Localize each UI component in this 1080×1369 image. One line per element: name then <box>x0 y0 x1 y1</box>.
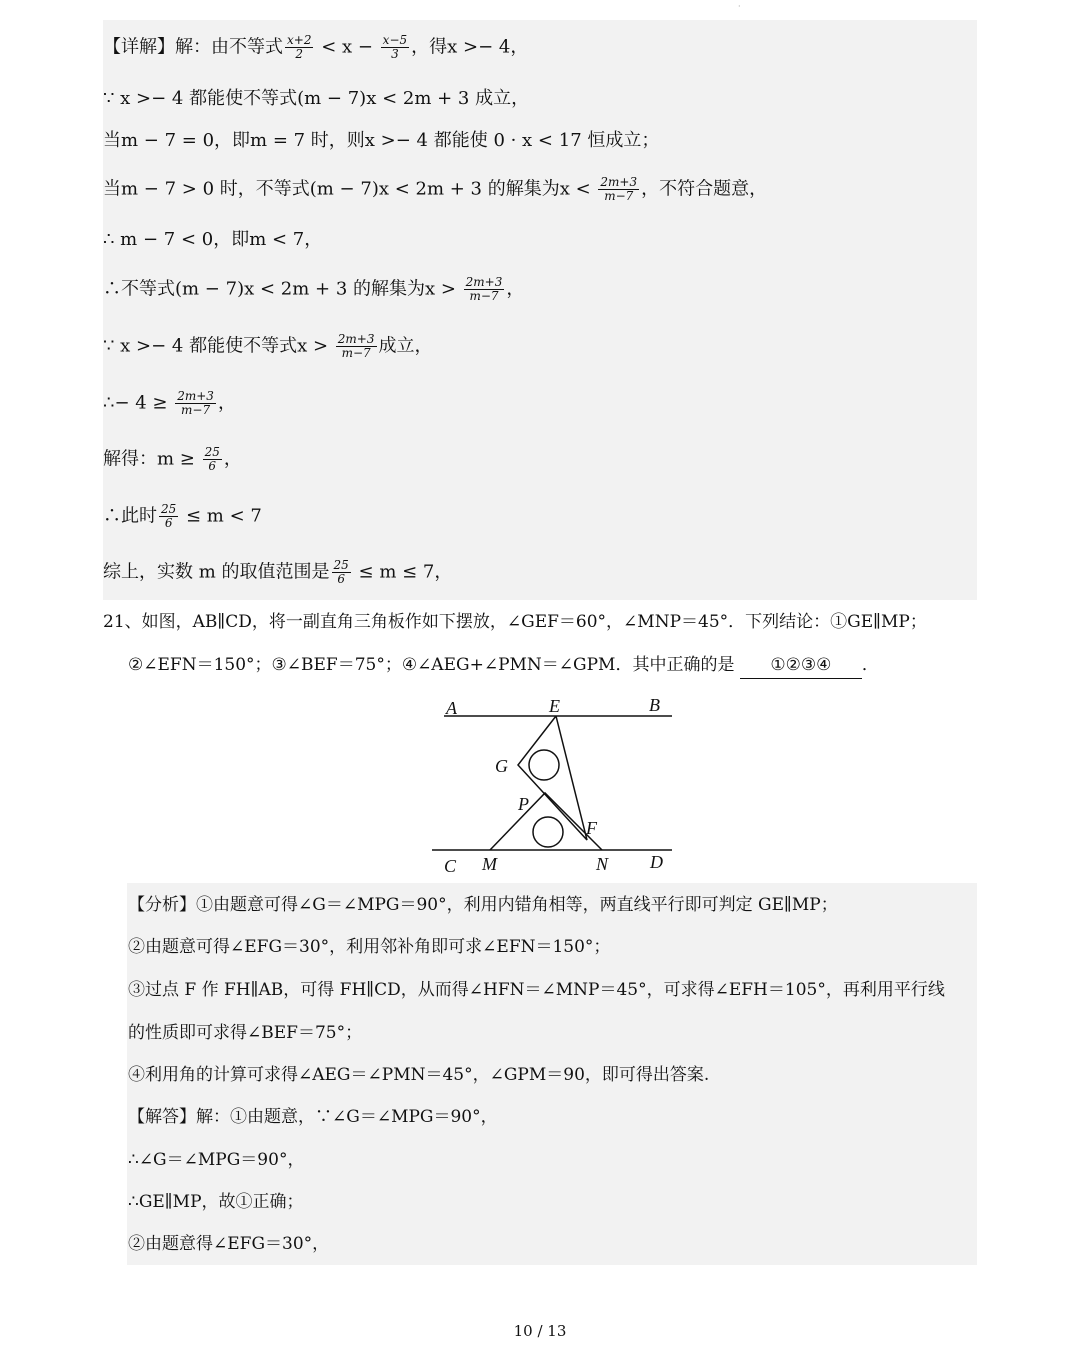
label-d: D <box>650 852 663 872</box>
answer-line-1: 【解答】解：①由题意，∵∠G＝∠MPG＝90°， <box>128 1107 498 1127</box>
label-p: P <box>518 794 529 814</box>
fraction: $\frac{25}{6}$ <box>161 502 177 530</box>
detail-line-2: ∵ x >− 4 都能使不等式(m − 7)x < 2m + 3 成立， <box>103 88 530 109</box>
fraction: $\frac{25}{6}$ <box>333 558 349 586</box>
detail-line-9: 解得：m ≥ $\frac{25}{6}$ ， <box>103 445 242 473</box>
fraction: $\frac{x-5}{3}$ <box>382 33 408 61</box>
label-b: B <box>649 695 660 715</box>
answer-line-2: ∴∠G＝∠MPG＝90°， <box>128 1150 305 1170</box>
fraction: $\frac{2m+3}{m-7}$ <box>465 275 503 303</box>
detail-line-3: 当m − 7 = 0，即m = 7 时，则x >− 4 都能使 0 · x < 17 恒成立； <box>103 130 660 151</box>
geometry-figure <box>430 692 680 877</box>
detail-line-6: ∴不等式(m − 7)x < 2m + 3 的解集为x > $\frac{2m+3}{m-7}$ ， <box>103 275 525 303</box>
label-e: E <box>549 696 560 716</box>
answer-blank: ①②③④ <box>740 652 862 679</box>
label-c: C <box>444 856 457 876</box>
fraction: $\frac{2m+3}{m-7}$ <box>177 389 214 417</box>
detail-line-4: 当m − 7 > 0 时，不等式(m − 7)x < 2m + 3 的解集为x < $\frac{2m+3}{m-7}$ ，不符合题意， <box>103 175 768 203</box>
answer-line-3: ∴GE∥MP，故①正确； <box>128 1192 304 1212</box>
question-21-line-2: ②∠EFN＝150°；③∠BEF＝75°；④∠AEG+∠PMN＝∠GPM．其中正确的是 ①②③④ ． <box>128 652 879 679</box>
incircle-lower <box>533 817 563 847</box>
analysis-line-5: ④利用角的计算可求得∠AEG＝∠PMN＝45°，∠GPM＝90，即可得出答案. <box>128 1065 710 1085</box>
analysis-line-2: ②由题意可得∠EFG＝30°，利用邻补角即可求∠EFN＝150°； <box>128 937 611 957</box>
fraction: $\frac{2m+3}{m-7}$ <box>600 175 638 203</box>
detail-line-5: ∴ m − 7 < 0，即m < 7， <box>103 229 323 250</box>
fraction: $\frac{25}{6}$ <box>204 445 220 473</box>
analysis-line-1: 【分析】①由题意可得∠G＝∠MPG＝90°，利用内错角相等，两直线平行即可判定 GE∥MP； <box>128 895 838 915</box>
analysis-line-3: ③过点 F 作 FH∥AB，可得 FH∥CD，从而得∠HFN＝∠MNP＝45°，可求得∠EFH＝105°，再利用平行线 <box>128 980 945 1000</box>
label-n: N <box>596 854 609 874</box>
incircle-upper <box>529 750 559 780</box>
detail-line-10: ∴此时 $\frac{25}{6}$ ≤ m < 7 <box>103 502 262 530</box>
detail-line-1: 【详解】解：由不等式 $\frac{x+2}{2}$ < x − $\frac{x-5}{3}$ ，得x >− 4， <box>103 33 529 61</box>
label-m: M <box>482 854 497 874</box>
label-g: G <box>495 756 508 776</box>
analysis-line-4: 的性质即可求得∠BEF＝75°； <box>128 1023 363 1043</box>
label-a: A <box>446 698 457 718</box>
stray-mark: · <box>738 2 741 11</box>
detail-line-11: 综上，实数 m 的取值范围是 $\frac{25}{6}$ ≤ m ≤ 7， <box>103 558 453 586</box>
page-number: 10 / 13 <box>513 1322 567 1340</box>
detail-line-8: ∴− 4 ≥ $\frac{2m+3}{m-7}$ ， <box>103 389 236 417</box>
fraction: $\frac{x+2}{2}$ <box>287 33 312 61</box>
fraction: $\frac{2m+3}{m-7}$ <box>337 332 375 360</box>
label-f: F <box>586 818 597 838</box>
detail-line-7: ∵ x >− 4 都能使不等式x > $\frac{2m+3}{m-7}$ 成立， <box>103 332 433 360</box>
answer-line-4: ②由题意得∠EFG＝30°， <box>128 1234 330 1254</box>
question-21-line-1: 21、如图，AB∥CD，将一副直角三角板作如下摆放，∠GEF＝60°，∠MNP＝45°．下列结论：①GE∥MP； <box>103 612 927 632</box>
